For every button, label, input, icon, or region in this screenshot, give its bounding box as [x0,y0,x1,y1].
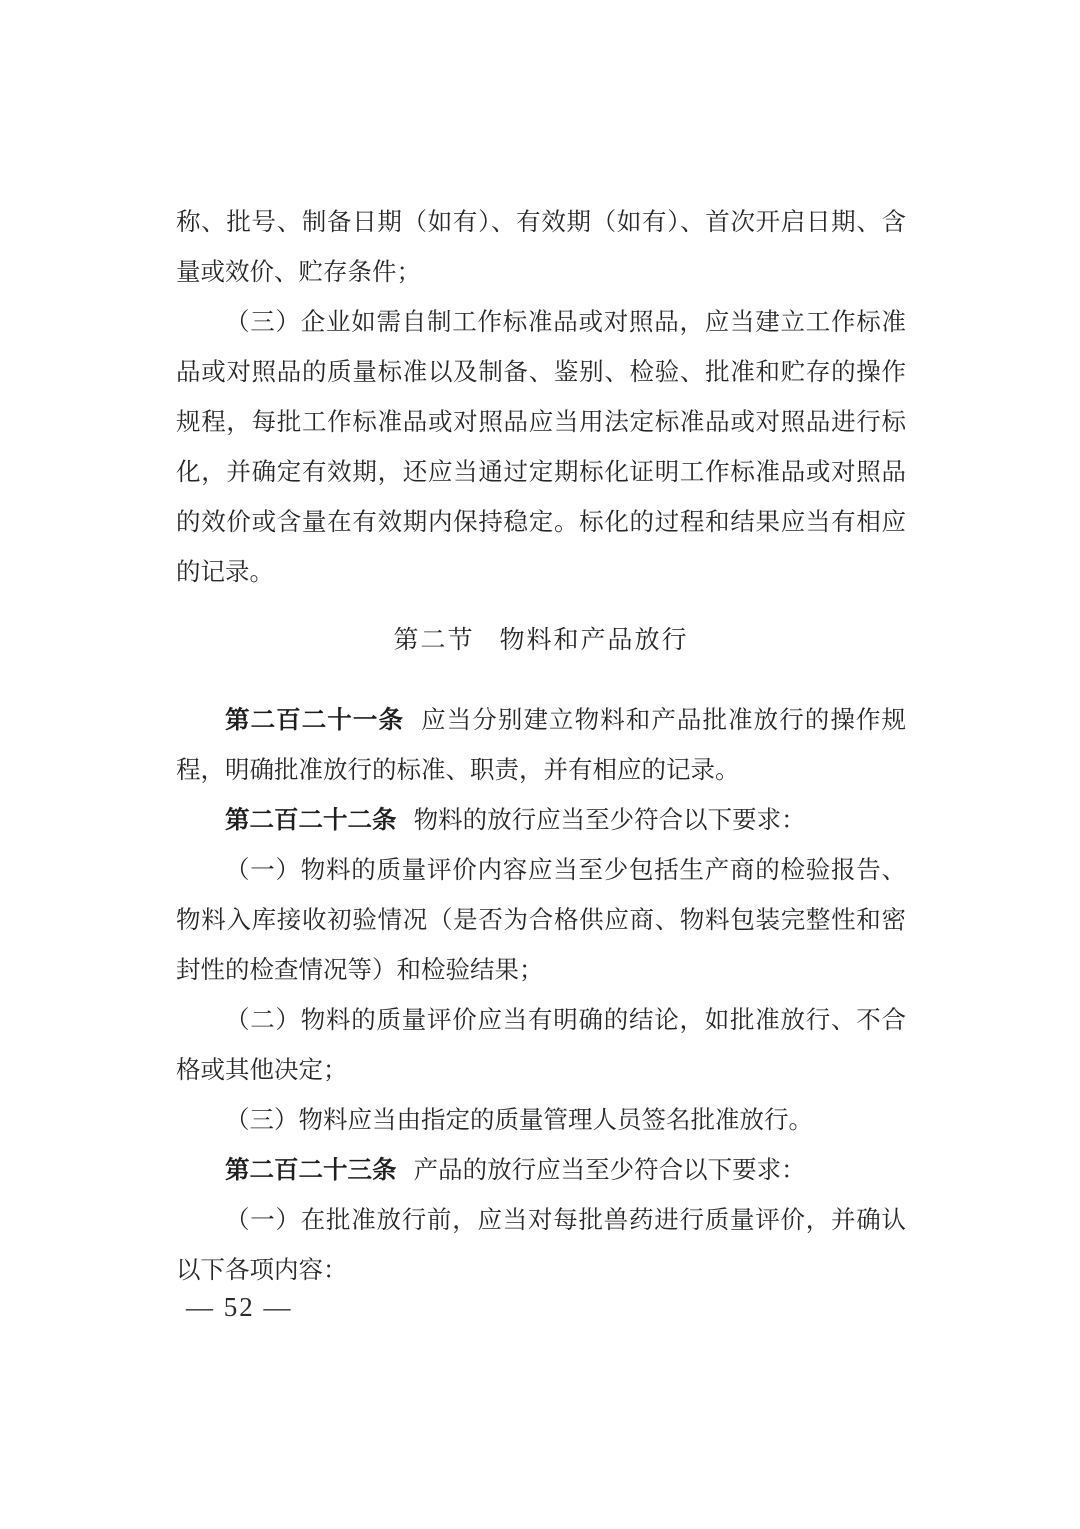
article-text-221: 应当分别建立物料和产品批准放行的操作规程，明确批准放行的标准、职责，并有相应的记录。 [176,707,907,784]
paragraph-item-1-material-evaluation: （一）物料的质量评价内容应当至少包括生产商的检验报告、物料入库接收初验情况（是否为合格供应商、物料包装完整性和密封性的检查情况等）和检验结果； [176,857,906,984]
page-body [176,198,906,1296]
paragraph-item-3-self-made-standards: （三）企业如需自制工作标准品或对照品，应当建立工作标准品或对照品的质量标准以及制备、鉴别、检验、批准和贮存的操作规程，每批工作标准品或对照品应当用法定标准品或对照品进行标化，并确定有效期，还应当通过定期标化证明工作标准品或对照品的效价或含量在有效期内保持稳定。标化的过程和结果应当有相应的记录。 [176,309,906,586]
paragraph-continuation: 称、批号、制备日期（如有）、有效期（如有）、首次开启日期、含量或效价、贮存条件； [176,209,906,286]
article-paragraph-222 [176,796,906,846]
article-label-222: 第二百二十二条 [225,807,397,834]
paragraph-item-2-material-conclusion: （二）物料的质量评价应当有明确的结论，如批准放行、不合格或其他决定； [176,1007,906,1084]
section-heading [176,616,906,666]
section-title: 物料和产品放行 [499,627,689,654]
article-paragraph-223 [176,1146,906,1196]
page-number: — 52 — [186,1292,293,1322]
article-text-223: 产品的放行应当至少符合以下要求： [413,1157,806,1184]
paragraph-item-1-product-evaluation: （一）在批准放行前，应当对每批兽药进行质量评价，并确认以下各项内容： [176,1207,906,1284]
paragraph-item-3-material-approval: （三）物料应当由指定的质量管理人员签名批准放行。 [225,1107,813,1134]
article-paragraph-221 [176,696,906,796]
article-text-222: 物料的放行应当至少符合以下要求： [413,807,806,834]
article-label-223: 第二百二十三条 [225,1157,397,1184]
section-number: 第二节 [393,627,475,654]
article-label-221: 第二百二十一条 [225,707,405,734]
